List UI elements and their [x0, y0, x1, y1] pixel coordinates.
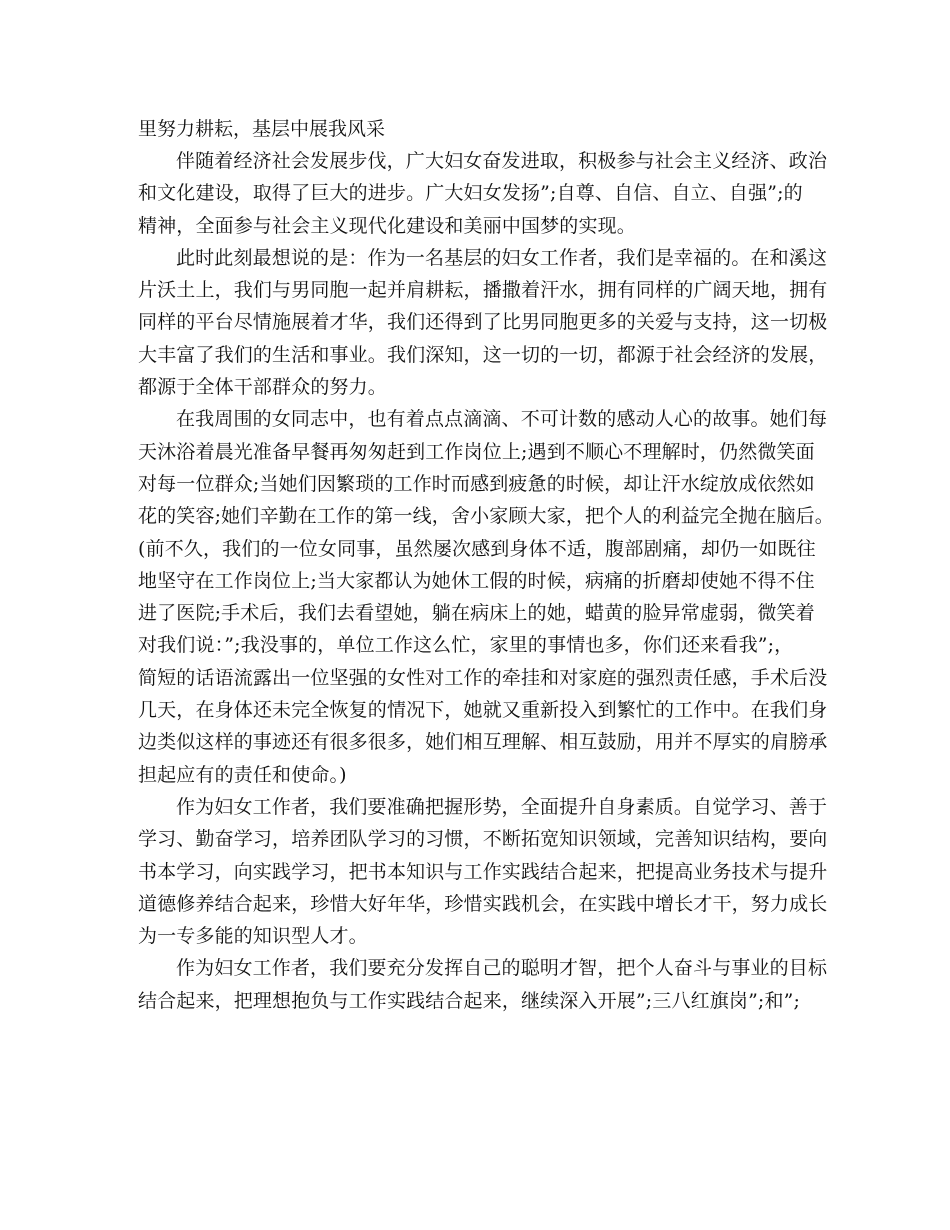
- text-line: 作为妇女工作者，我们要准确把握形势，全面提升自身素质。自觉学习、善于: [176, 795, 828, 818]
- text-line: 结合起来，把理想抱负与工作实践结合起来，继续深入开展”;三八红旗岗”;和”;: [138, 989, 801, 1012]
- paragraph: [138, 145, 828, 242]
- text-line: 几天，在身体还未完全恢复的情况下，她就又重新投入到繁忙的工作中。在我们身: [138, 699, 828, 722]
- paragraph: [138, 403, 834, 791]
- paragraph: [138, 242, 828, 403]
- text-line: 在我周围的女同志中，也有着点点滴滴、不可计数的感动人心的故事。她们每: [176, 408, 828, 431]
- text-line: 此时此刻最想说的是：作为一名基层的妇女工作者，我们是幸福的。在和溪这: [176, 246, 828, 269]
- text-line: 都源于全体干部群众的努力。: [138, 376, 387, 399]
- paragraph: [138, 952, 828, 1017]
- text-line: 为一专多能的知识型人才。: [138, 925, 368, 948]
- text-line: 进了医院;手术后，我们去看望她，躺在病床上的她，蜡黄的脸异常虚弱，微笑着: [138, 602, 815, 625]
- text-line: 道德修养结合起来，珍惜大好年华，珍惜实践机会，在实践中增长才干，努力成长: [138, 892, 828, 915]
- text-line: 学习、勤奋学习，培养团队学习的习惯，不断拓宽知识领域，完善知识结构，要向: [138, 828, 828, 851]
- document-title-line: 里努力耕耘，基层中展我风采: [138, 118, 386, 140]
- text-line: 片沃土上，我们与男同胞一起并肩耕耘，播撒着汗水，拥有同样的广阔天地，拥有: [138, 279, 828, 302]
- text-line: 伴随着经济社会发展步伐，广大妇女奋发进取，积极参与社会主义经济、政治: [176, 150, 828, 172]
- text-line: 担起应有的责任和使命。): [138, 763, 347, 786]
- text-line: 天沐浴着晨光准备早餐再匆匆赶到工作岗位上;遇到不顺心不理解时，仍然微笑面: [138, 440, 815, 463]
- text-line: 同样的平台尽情施展着才华，我们还得到了比男同胞更多的关爱与支持，这一切极: [138, 311, 828, 334]
- text-line: 和文化建设，取得了巨大的进步。广大妇女发扬”;自尊、自信、自立、自强”;的: [138, 182, 803, 205]
- text-line: 边类似这样的事迹还有很多很多，她们相互理解、相互鼓励，用并不厚实的肩膀承: [138, 731, 828, 754]
- text-line: 精神，全面参与社会主义现代化建设和美丽中国梦的实现。: [138, 214, 636, 237]
- text-line: 作为妇女工作者，我们要充分发挥自己的聪明才智，把个人奋斗与事业的目标: [176, 957, 828, 980]
- document-body: [138, 145, 834, 1017]
- text-line: 大丰富了我们的生活和事业。我们深知，这一切的一切，都源于社会经济的发展，: [138, 343, 828, 366]
- text-line: (前不久，我们的一位女同事，虽然屡次感到身体不适，腹部剧痛，却仍一如既往: [138, 537, 816, 560]
- text-line: 书本学习，向实践学习，把书本知识与工作实践结合起来，把提高业务技术与提升: [138, 860, 828, 883]
- document-page: [138, 113, 834, 1017]
- paragraph: [138, 791, 828, 952]
- text-line: 对我们说：”;我没事的，单位工作这么忙，家里的事情也多，你们还来看我”;，: [138, 634, 794, 657]
- text-line: 简短的话语流露出一位坚强的女性对工作的牵挂和对家庭的强烈责任感，手术后没: [138, 666, 828, 689]
- text-line: 地坚守在工作岗位上;当大家都认为她休工假的时候，病痛的折磨却使她不得不住: [138, 569, 815, 592]
- text-line: 对每一位群众;当她们因繁琐的工作时而感到疲惫的时候，却让汗水绽放成依然如: [138, 472, 815, 495]
- text-line: 花的笑容;她们辛勤在工作的第一线，舍小家顾大家，把个人的利益完全抛在脑后。: [138, 505, 834, 528]
